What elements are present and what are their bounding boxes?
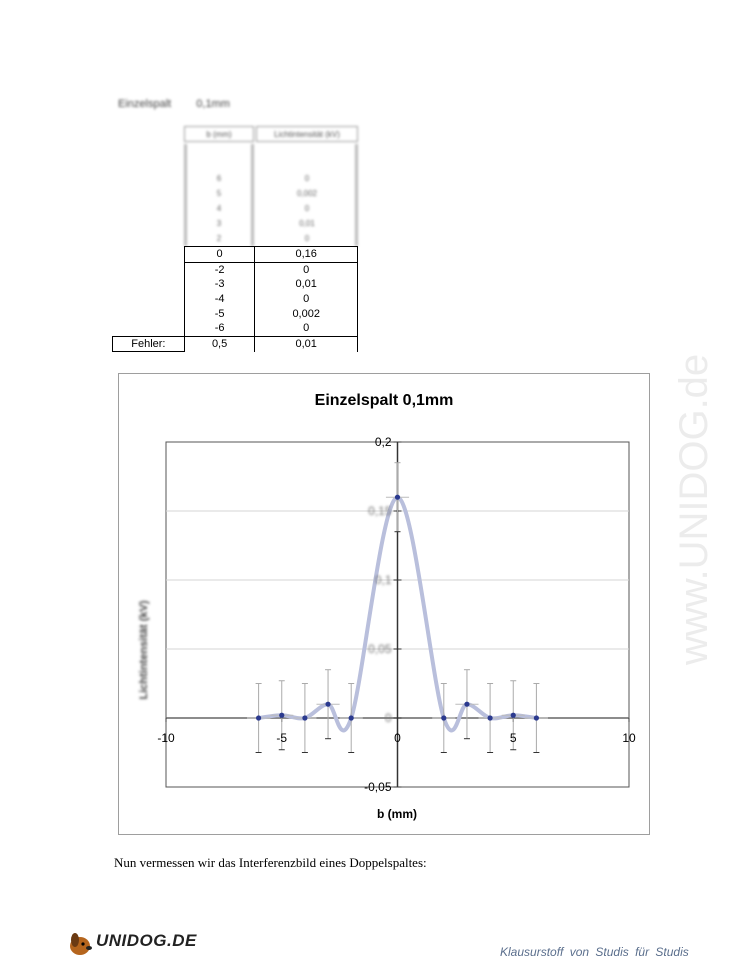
table-row <box>113 292 358 307</box>
chart-container <box>118 373 650 835</box>
cell-intensity: 0 <box>255 292 358 307</box>
cell-intensity: 0 <box>255 262 358 277</box>
blurred-cell-b: 6 <box>216 174 222 183</box>
chart <box>119 374 649 834</box>
blurred-cell-b: 5 <box>216 189 222 198</box>
data-point <box>488 715 493 720</box>
table-row <box>113 321 358 336</box>
blurred-cell-b: 4 <box>216 204 222 213</box>
y-tick-label: 0 <box>384 711 392 725</box>
visible-table <box>112 246 358 352</box>
data-point <box>302 715 307 720</box>
watermark-text: www.UNIDOG.de <box>672 353 716 665</box>
table-spacer <box>113 306 185 321</box>
table-spacer <box>113 262 185 277</box>
blurred-cell-intensity: 0,002 <box>296 189 318 198</box>
y-tick-label: 0,2 <box>374 435 392 449</box>
plot-area <box>157 435 636 794</box>
body-text: Nun vermessen wir das Interferenzbild eines Doppelspaltes: <box>114 855 427 870</box>
cell-b: 0 <box>184 247 255 263</box>
dog-icon <box>66 928 98 958</box>
data-point <box>464 702 469 707</box>
blurred-cell-intensity: 0 <box>304 174 310 183</box>
table-spacer <box>113 277 185 292</box>
data-point <box>325 702 330 707</box>
table-spacer <box>113 292 185 307</box>
table-row <box>113 306 358 321</box>
table-spacer <box>113 247 185 263</box>
table-row <box>113 247 358 263</box>
error-b: 0,5 <box>184 336 255 352</box>
blurred-table-section <box>184 126 358 246</box>
cell-intensity: 0,16 <box>255 247 358 263</box>
data-point <box>395 495 400 500</box>
y-tick-label: 0,15 <box>368 504 392 518</box>
blurred-cell-intensity: 0 <box>304 204 310 213</box>
cell-b: -3 <box>184 277 255 292</box>
cell-b: -5 <box>184 306 255 321</box>
data-point <box>256 715 261 720</box>
data-point <box>349 715 354 720</box>
blurred-cell-intensity: 0 <box>304 234 310 243</box>
logo-text: UNIDOG.DE <box>96 931 197 950</box>
y-axis-label: Lichtintensität (kV) <box>138 600 150 700</box>
data-point <box>279 713 284 718</box>
document-heading <box>118 98 252 110</box>
data-point <box>441 715 446 720</box>
cell-b: -6 <box>184 321 255 336</box>
cell-b: -2 <box>184 262 255 277</box>
error-intensity: 0,01 <box>255 336 358 352</box>
slogan: Klausurstoff von Studis für Studis <box>500 945 689 959</box>
x-tick-label: 10 <box>622 731 636 745</box>
cell-intensity: 0,002 <box>255 306 358 321</box>
y-tick-label: -0,05 <box>364 780 392 794</box>
x-tick-label: -5 <box>276 731 288 745</box>
blurred-cell-b: 3 <box>216 219 222 228</box>
blurred-cell-b: 2 <box>216 234 222 243</box>
heading-value: 0,1mm <box>196 98 230 110</box>
cell-b: -4 <box>184 292 255 307</box>
table-spacer <box>113 321 185 336</box>
table-header-b: b (mm) <box>184 126 254 142</box>
watermark <box>612 250 750 670</box>
cell-intensity: 0,01 <box>255 277 358 292</box>
y-tick-label: 0,1 <box>374 573 392 587</box>
cell-intensity: 0 <box>255 321 358 336</box>
table-header-intensity: Lichtintensität (kV) <box>256 126 358 142</box>
table-row <box>113 262 358 277</box>
x-tick-label: -10 <box>157 731 175 745</box>
y-tick-label: 0,05 <box>368 642 392 656</box>
heading-title: Einzelspalt <box>118 98 172 110</box>
error-row <box>113 336 358 352</box>
unidog-logo[interactable] <box>66 928 196 958</box>
blurred-cell-intensity: 0,01 <box>299 219 315 228</box>
error-label: Fehler: <box>113 336 185 352</box>
data-point <box>534 715 539 720</box>
data-point <box>511 713 516 718</box>
x-axis-label: b (mm) <box>377 807 417 821</box>
table-row <box>113 277 358 292</box>
chart-title: Einzelspalt 0,1mm <box>314 392 454 409</box>
x-tick-label: 0 <box>394 731 401 745</box>
x-tick-label: 5 <box>509 731 517 745</box>
